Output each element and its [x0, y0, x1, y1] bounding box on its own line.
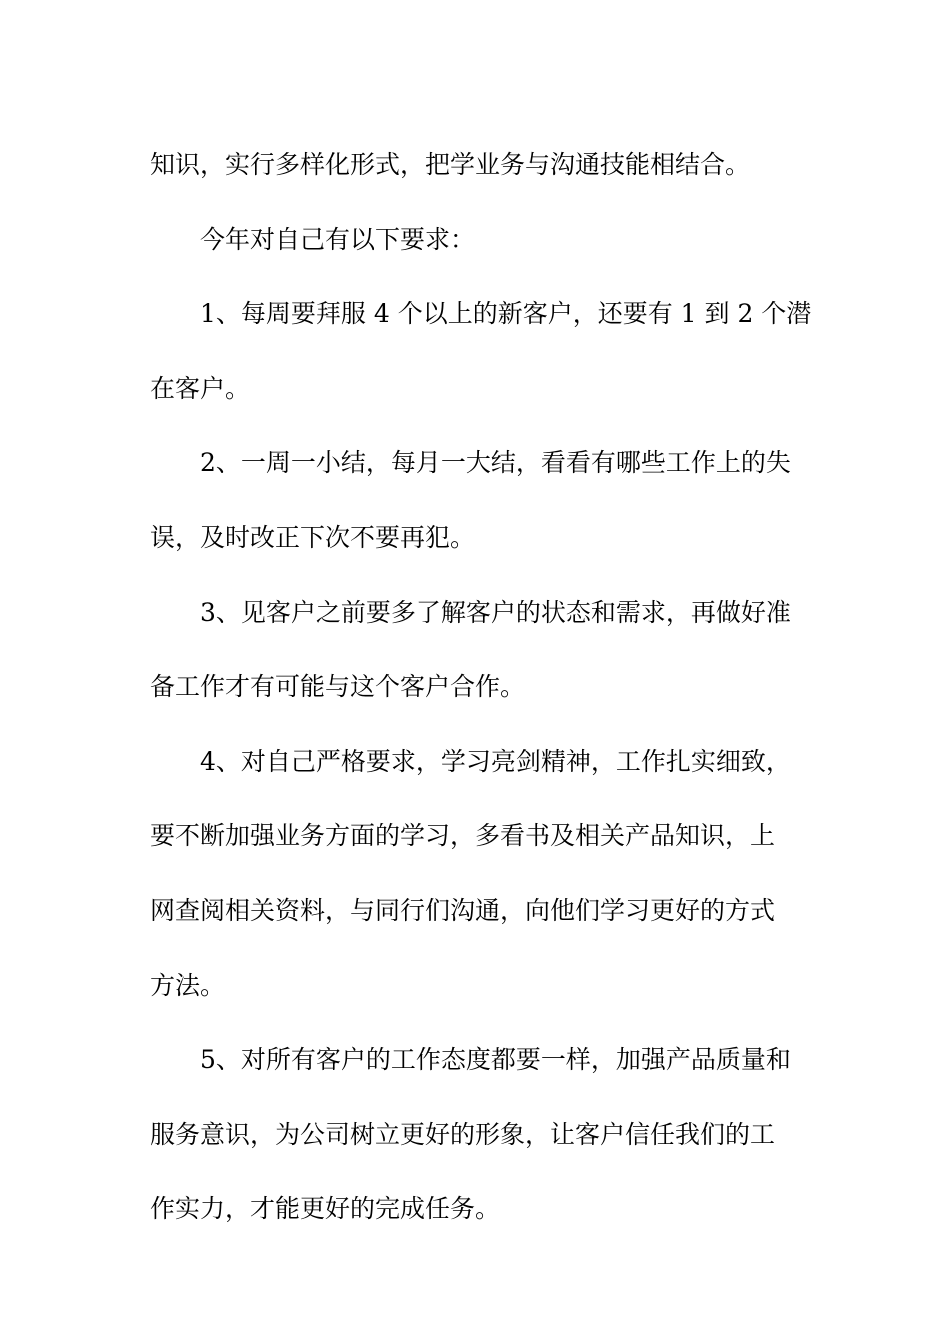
text-line-2: 今年对自己有以下要求： — [200, 224, 476, 254]
text-line-9: 4、对自己严格要求，学习亮剑精神，工作扎实细致， — [200, 746, 791, 776]
text-line-6: 误，及时改正下次不要再犯。 — [150, 522, 476, 552]
document-body — [150, 128, 810, 1247]
text-line-13: 5、对所有客户的工作态度都要一样，加强产品质量和 — [200, 1045, 791, 1075]
text-line-15: 作实力，才能更好的完成任务。 — [150, 1194, 501, 1224]
text-line-14: 服务意识，为公司树立更好的形象，让客户信任我们的工 — [150, 1119, 776, 1149]
text-line-11: 网查阅相关资料，与同行们沟通，向他们学习更好的方式 — [150, 895, 776, 925]
text-line-1: 知识，实行多样化形式，把学业务与沟通技能相结合。 — [150, 150, 751, 179]
text-line-4: 在客户。 — [150, 373, 251, 403]
text-line-12: 方法。 — [150, 970, 226, 1000]
text-line-8: 备工作才有可能与这个客户合作。 — [150, 672, 526, 702]
text-line-3: 1、每周要拜服 4 个以上的新客户，还要有 1 到 2 个潜 — [200, 299, 812, 329]
text-line-10: 要不断加强业务方面的学习，多看书及相关产品知识，上 — [150, 821, 776, 851]
text-line-7: 3、见客户之前要多了解客户的状态和需求，再做好准 — [200, 597, 791, 627]
text-line-5: 2、一周一小结，每月一大结，看看有哪些工作上的失 — [200, 448, 791, 478]
